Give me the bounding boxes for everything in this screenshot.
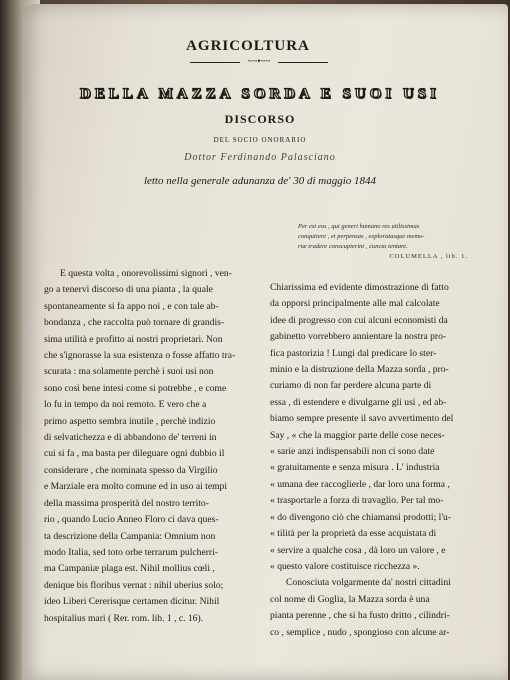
text-line: Say , « che la maggior parte delle cose neces- [270,429,445,441]
text-line: Chiarissima ed evidente dimostrazione di fatto [270,282,449,293]
text-line: idee di progresso con cui alcuni economisti da [270,314,448,326]
text-line: sima utilità e profitto ai nostri proprietari. Non [44,333,223,345]
epigraph-line: riæ tradere conscupierint , cuncta tentare. [298,243,408,250]
text-line: « do divengono ciò che chiamansi prodotti; l'u- [270,511,452,523]
text-line: cui si fa , ma basta per dileguare ogni dubbio il [44,448,225,460]
text-line: lo fu in tempo da noi remoto. E vero che a [44,399,207,411]
text-line: Conosciuta volgarmente da' nostri cittadini [286,577,451,589]
text-line: E questa volta , onorevolissimi signori , ven- [60,268,232,279]
text-line: sono così bene intesi come si potrebbe , e come [44,382,227,394]
text-line: che s'ignorasse la sua esistenza o fosse affatto tra- [44,350,236,362]
text-line: « gratuitamente e senza misura . L' industria [270,462,440,474]
text-line: co , semplice , nudo , spongioso con alcune ar- [270,626,450,638]
text-line: minio e la distruzione della Mazza sorda , pro- [270,364,449,376]
left-text-column [44,266,254,627]
text-line: primo aspetto sembra inutile , perchè indizio [44,415,216,427]
text-line: hospitalius mari ( Rer. rom. lib. 1 , c. 16). [44,612,204,624]
article-subtitle: DISCORSO [224,112,296,126]
text-line: ideo Liberi Cererisque certamen dicitur. Nihil [44,596,220,608]
text-line: della massima prosperità del nostro territo- [44,497,209,509]
text-line: ma Campaniæ plaga est. Nihil mollius cœli , [44,563,215,575]
author-name: Dottor Ferdinando Palasciano [184,152,336,163]
text-line: modo Italia, sed toto orbe terrarum pulcherri- [44,546,218,558]
text-line: gabinetto vorrebbero annientare la nostra pro- [270,331,447,343]
session-note: letto nella generale adunanza de' 30 di maggio 1844 [143,175,377,187]
text-line: ta descrizione della Campania: Omnium non [44,530,216,542]
text-line: « questo valore costituisce ricchezza ». [270,560,420,572]
text-line: col nome di Goglia, la Mazza sorda è una [270,593,430,605]
article-title: DELLA MAZZA SORDA E SUOI USI [80,86,440,102]
text-line: go a tenervi discorso di una pianta , la quale [44,284,213,296]
text-line: denique bis floribus vernat : nihil uberius solo; [44,579,224,591]
right-text-column [270,280,482,641]
epigraph-line: conquirere , et perpensas , exploratasque memo- [298,233,425,240]
epigraph-line: Per est eos , qui generi humano res utilissimas [298,223,420,230]
epigraph [298,222,468,262]
text-line: da opporsi principalmente alle mal calcolate [270,298,440,310]
section-header: AGRICOLTURA [186,38,310,54]
text-line: e Marziale era molto comune ed in uso ai tempi [44,481,228,493]
text-line: curiamo di non far perdere alcuna parte di [270,380,432,392]
text-line: « tilità per la proprietà da esse acquistata di [270,528,437,540]
byline-intro: DEL SOCIO ONORARIO [213,136,307,144]
text-line: fica pastorizia ! Lungi dal predicare lo ster- [270,347,437,359]
text-line: scurata : ma solamente perchè i suoi usi non [44,366,214,378]
text-line: spontaneamente si fa appo noi , e con tale ab- [44,300,219,312]
text-line: « umana dee raccoglierle , dar loro una forma , [270,478,450,490]
text-line: considerare , che nominata spesso da Virgilio [44,464,218,476]
text-line: biamo sempre presente il savo avvertimento del [270,413,454,425]
header-rule-right [278,62,328,63]
text-line: « servire a qualche cosa , dà loro un valore , e [270,544,446,556]
text-line: « sarie anzi indispensabili non ci sono date [270,446,435,458]
text-line: bondanza , che raccolta può tornare di grandis- [44,317,225,329]
text-line: « trasportarle a forza di travaglio. Per tal mo- [270,495,444,507]
header-ornament: ~~•~~ [247,56,271,66]
text-line: essa , di estendere e divulgarne gli usi , ed ab- [270,396,447,408]
text-line: rio , quando Lucio Anneo Floro ci dava ques- [44,514,219,526]
text-line: di selvatichezza e di abbandono de' terreni in [44,432,217,444]
text-line: pianta perenne , che si ha fusto dritto , cilindri- [270,610,450,622]
header-rule-left [190,62,240,63]
epigraph-attribution: COLUMELLA , lib. 1. [389,253,468,260]
